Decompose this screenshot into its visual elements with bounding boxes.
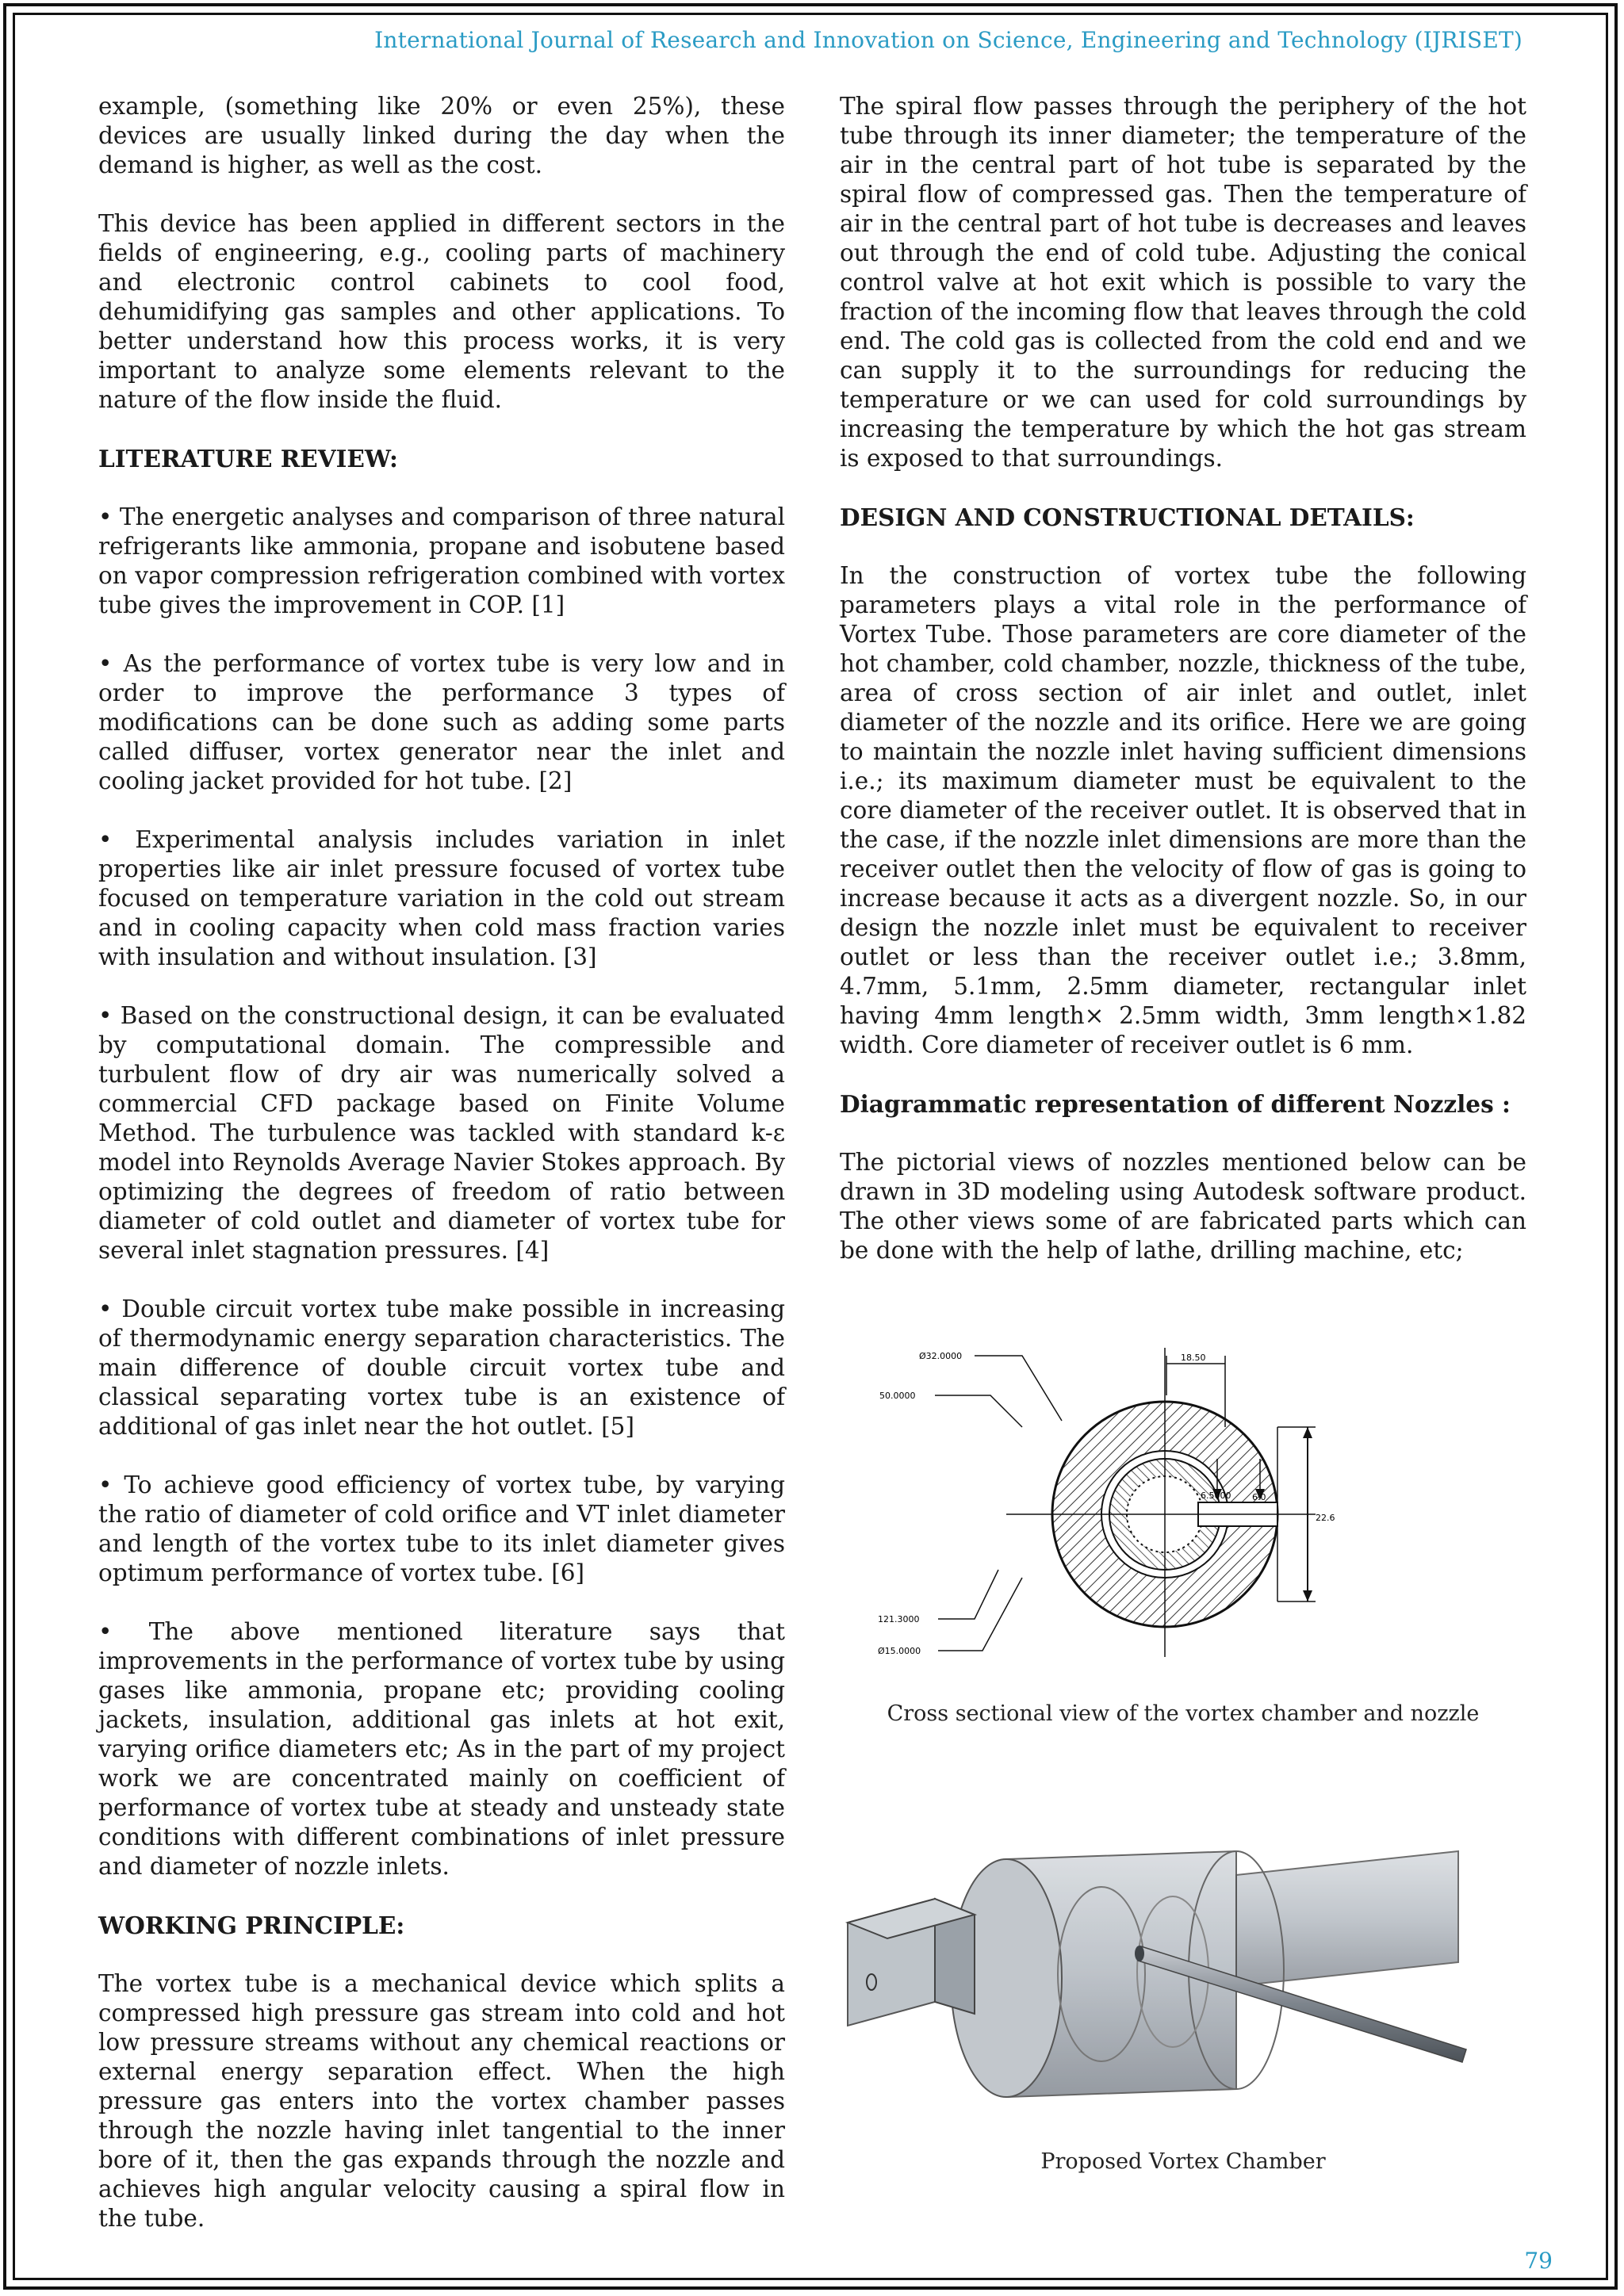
figure1-caption: Cross sectional view of the vortex chamber and nozzle [887, 1701, 1480, 1726]
design-heading: DESIGN AND CONSTRUCTIONAL DETAILS: [840, 503, 1415, 531]
dim-18-50: 18.50 [1181, 1353, 1206, 1363]
dim-32: Ø32.0000 [919, 1351, 963, 1361]
literature-item: • Double circuit vortex tube make possible in increasing of thermodynamic energy separation characteristics. The main difference of double circuit vortex tube and classical separating vortex tube is an existence of additional of gas inlet near the hot outlet. [5] [98, 1295, 785, 1440]
design-paragraph: In the construction of vortex tube the following parameters plays a vital role in the performance of Vortex Tube. Those parameters are core diameter of the hot chamber, cold chamber, nozzle, thickness of the tube, area of cross section of air inlet and outlet, inlet diameter of the nozzle and its orifice. Here we are going to maintain the nozzle inlet having sufficient dimensions i.e.; its maximum diameter must be equivalent to the core diameter of the receiver outlet. It is observed that in the case, if the nozzle inlet dimensions are more than the receiver outlet then the velocity of flow of gas is going to increase because it acts as a divergent nozzle. So, in our design the nozzle inlet must be equivalent to receiver outlet or less than the receiver outlet i.e.; 3.8mm, 4.7mm, 5.1mm, 2.5mm diameter, rectangular inlet having 4mm length× 2.5mm width, 3mm length×1.82 width. Core diameter of receiver outlet is 6 mm. [840, 562, 1526, 1058]
literature-item: • As the performance of vortex tube is very low and in order to improve the performance 3 types of modifications can be done such as adding some parts called diffuser, vortex generator near the inlet and cooling jacket provided for hot tube. [2] [98, 650, 785, 794]
literature-item: • The energetic analyses and comparison of three natural refrigerants like ammonia, propane and isobutene based on vapor compression refrigeration combined with vortex tube gives the improvement in COP. [1] [98, 503, 785, 618]
figure-vortex-chamber [840, 1827, 1526, 2174]
dim-15: Ø15.0000 [878, 1646, 921, 1656]
cross-section-drawing [840, 1332, 1526, 1665]
left-column [98, 92, 785, 2263]
diagram-heading: Diagrammatic representation of different Nozzles : [840, 1090, 1511, 1118]
literature-review-heading: LITERATURE REVIEW: [98, 445, 398, 473]
dim-6-0: 6.0 [1252, 1492, 1266, 1502]
dim-6-5: 6.5000 [1201, 1490, 1231, 1501]
right-column [840, 92, 1526, 1295]
literature-item: • To achieve good efficiency of vortex tube, by varying the ratio of diameter of cold orifice and VT inlet diameter and length of the vortex tube to its inlet diameter gives optimum performance of vortex tube. [6] [98, 1471, 785, 1586]
vortex-chamber-render [840, 1827, 1526, 2129]
spiral-flow-paragraph: The spiral flow passes through the periphery of the hot tube through its inner diameter; the temperature of the air in the central part of hot tube is separated by the spiral flow of compressed gas. Then the temperature of air in the central part of hot tube is decreases and leaves out through the end of cold tube. Adjusting the conical control valve at hot exit which is possible to vary the fraction of the incoming flow that leaves through the cold end. The cold gas is collected from the cold end and we can supply it to the surroundings for reducing the temperature or we can used for cold surroundings by increasing the temperature by which the hot gas stream is exposed to that surroundings. [840, 93, 1526, 472]
dim-50: 50.0000 [879, 1391, 916, 1401]
dim-121-3: 121.3000 [878, 1614, 920, 1624]
working-principle-heading: WORKING PRINCIPLE: [98, 1911, 405, 1939]
dim-22-6: 22.6 [1316, 1513, 1335, 1523]
working-principle-paragraph: The vortex tube is a mechanical device which splits a compressed high pressure gas stream into cold and hot low pressure streams without any chemical reactions or external energy separation effect. When the high pressure gas enters into the vortex chamber passes through the nozzle having inlet tangential to the inner bore of it, then the gas expands through the nozzle and achieves high angular velocity causing a spiral flow in the tube. [98, 1970, 785, 2232]
intro-paragraph: This device has been applied in different sectors in the fields of engineering, e.g., cooling parts of machinery and electronic control cabinets to cool food, dehumidifying gas samples and other applications. To better understand how this process works, it is very important to analyze some elements relevant to the nature of the flow inside the fluid. [98, 210, 785, 413]
journal-header: International Journal of Research and Innovation on Science, Engineering and Technology (IJRISET) [374, 27, 1522, 53]
literature-item: • Experimental analysis includes variation in inlet properties like air inlet pressure focused of vortex tube focused on temperature variation in the cold out stream and in cooling capacity when cold mass fraction varies with insulation and without insulation. [3] [98, 826, 785, 970]
diagram-paragraph: The pictorial views of nozzles mentioned below can be drawn in 3D modeling using Autodesk software product. The other views some of are fabricated parts which can be done with the help of lathe, drilling machine, etc; [840, 1149, 1526, 1264]
intro-continuation: example, (something like 20% or even 25%), these devices are usually linked during the day when the demand is higher, as well as the cost. [98, 93, 785, 178]
literature-item: • Based on the constructional design, it can be evaluated by computational domain. The compressible and turbulent flow of dry air was numerically solved a commercial CFD package based on Finite Volume Method. The turbulence was tackled with standard k-ε model into Reynolds Average Navier Stokes approach. By optimizing the degrees of freedom of ratio between diameter of cold outlet and diameter of vortex tube for several inlet stagnation pressures. [4] [98, 1002, 785, 1264]
literature-item: • The above mentioned literature says that improvements in the performance of vortex tube by using gases like ammonia, propane etc; providing cooling jackets, insulation, additional gas inlets at hot exit, varying orifice diameters etc; As in the part of my project work we are concentrated mainly on coefficient of performance of vortex tube at steady and unsteady state conditions with different combinations of inlet pressure and diameter of nozzle inlets. [98, 1618, 785, 1880]
figure-cross-section [840, 1332, 1526, 1726]
page-number: 79 [1524, 2248, 1553, 2274]
figure2-caption: Proposed Vortex Chamber [1040, 2149, 1326, 2174]
outlet-tube [1236, 1851, 1458, 1986]
